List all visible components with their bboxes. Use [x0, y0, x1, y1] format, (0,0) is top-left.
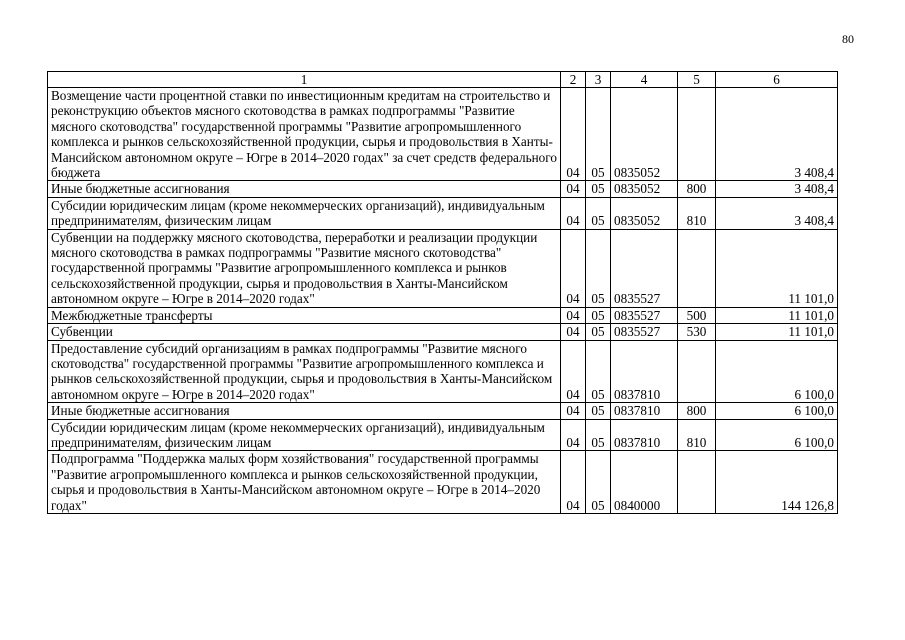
row-expense-type	[678, 229, 716, 307]
row-expense-type	[678, 88, 716, 181]
row-section: 04	[561, 197, 586, 229]
row-expense-type	[678, 340, 716, 403]
row-expense-type: 810	[678, 197, 716, 229]
row-section: 04	[561, 181, 586, 197]
row-description: Субсидии юридическим лицам (кроме некоммерческих организаций), индивидуальным предпринимателям, физическим лицам	[48, 419, 561, 451]
header-col-6: 6	[716, 72, 838, 88]
row-section: 04	[561, 229, 586, 307]
row-target-code: 0837810	[611, 419, 678, 451]
row-expense-type: 800	[678, 403, 716, 419]
row-subsection: 05	[586, 324, 611, 340]
row-amount: 11 101,0	[716, 229, 838, 307]
row-target-code: 0835527	[611, 229, 678, 307]
page-number: 80	[842, 32, 854, 46]
table-row	[48, 229, 838, 307]
row-subsection: 05	[586, 181, 611, 197]
row-subsection: 05	[586, 451, 611, 514]
row-section: 04	[561, 419, 586, 451]
row-amount: 144 126,8	[716, 451, 838, 514]
row-amount: 3 408,4	[716, 181, 838, 197]
row-subsection: 05	[586, 229, 611, 307]
budget-table	[47, 71, 838, 514]
table-row	[48, 181, 838, 197]
header-col-5: 5	[678, 72, 716, 88]
row-expense-type: 500	[678, 307, 716, 323]
header-col-4: 4	[611, 72, 678, 88]
row-description: Иные бюджетные ассигнования	[48, 181, 561, 197]
row-description: Субвенции на поддержку мясного скотоводства, переработки и реализации продукции мясного скотоводства в рамках подпрограммы "Развитие мясного скотоводства" государственной программы "Развитие агропромышленного комплекса и рынков сельскохозяйственной продукции, сырья и продовольствия в Ханты-Мансийском автономном округе – Югре в 2014–2020 годах"	[48, 229, 561, 307]
table-row	[48, 451, 838, 514]
row-description: Предоставление субсидий организациям в рамках подпрограммы "Развитие мясного скотоводства" государственной программы "Развитие агропромышленного комплекса и рынков сельскохозяйственной продукции, сырья и продовольствия в Ханты-Мансийском автономном округе – Югре в 2014–2020 годах"	[48, 340, 561, 403]
row-subsection: 05	[586, 88, 611, 181]
header-col-1: 1	[48, 72, 561, 88]
row-target-code: 0835052	[611, 181, 678, 197]
row-section: 04	[561, 340, 586, 403]
row-target-code: 0837810	[611, 403, 678, 419]
row-section: 04	[561, 88, 586, 181]
table-row	[48, 197, 838, 229]
row-amount: 3 408,4	[716, 197, 838, 229]
row-section: 04	[561, 451, 586, 514]
row-amount: 11 101,0	[716, 307, 838, 323]
row-subsection: 05	[586, 197, 611, 229]
header-col-2: 2	[561, 72, 586, 88]
row-target-code: 0835527	[611, 307, 678, 323]
row-amount: 3 408,4	[716, 88, 838, 181]
header-col-3: 3	[586, 72, 611, 88]
row-target-code: 0835052	[611, 197, 678, 229]
table-row	[48, 340, 838, 403]
row-description: Субсидии юридическим лицам (кроме некоммерческих организаций), индивидуальным предпринимателям, физическим лицам	[48, 197, 561, 229]
row-section: 04	[561, 324, 586, 340]
row-target-code: 0835052	[611, 88, 678, 181]
row-subsection: 05	[586, 403, 611, 419]
row-target-code: 0837810	[611, 340, 678, 403]
table-row	[48, 307, 838, 323]
row-description: Межбюджетные трансферты	[48, 307, 561, 323]
table-row	[48, 324, 838, 340]
row-expense-type: 810	[678, 419, 716, 451]
row-description: Иные бюджетные ассигнования	[48, 403, 561, 419]
table-row	[48, 419, 838, 451]
row-section: 04	[561, 307, 586, 323]
row-target-code: 0835527	[611, 324, 678, 340]
row-description: Возмещение части процентной ставки по инвестиционным кредитам на строительство и реконструкцию объектов мясного скотоводства в рамках подпрограммы "Развитие мясного скотоводства" государственной программы "Развитие агропромышленного комплекса и рынков сельскохозяйственной продукции, сырья и продовольствия в Ханты-Мансийском автономном округе – Югре в 2014–2020 годах" за счет средств федерального бюджета	[48, 88, 561, 181]
row-subsection: 05	[586, 340, 611, 403]
row-target-code: 0840000	[611, 451, 678, 514]
row-section: 04	[561, 403, 586, 419]
row-expense-type	[678, 451, 716, 514]
row-description: Субвенции	[48, 324, 561, 340]
row-amount: 6 100,0	[716, 403, 838, 419]
row-amount: 11 101,0	[716, 324, 838, 340]
row-description: Подпрограмма "Поддержка малых форм хозяйствования" государственной программы "Развитие агропромышленного комплекса и рынков сельскохозяйственной продукции, сырья и продовольствия в Ханты-Мансийском автономном округе – Югре в 2014–2020 годах"	[48, 451, 561, 514]
table-row	[48, 403, 838, 419]
row-expense-type: 530	[678, 324, 716, 340]
header-row	[48, 72, 838, 88]
row-amount: 6 100,0	[716, 340, 838, 403]
row-expense-type: 800	[678, 181, 716, 197]
table-row	[48, 88, 838, 181]
row-amount: 6 100,0	[716, 419, 838, 451]
row-subsection: 05	[586, 307, 611, 323]
row-subsection: 05	[586, 419, 611, 451]
